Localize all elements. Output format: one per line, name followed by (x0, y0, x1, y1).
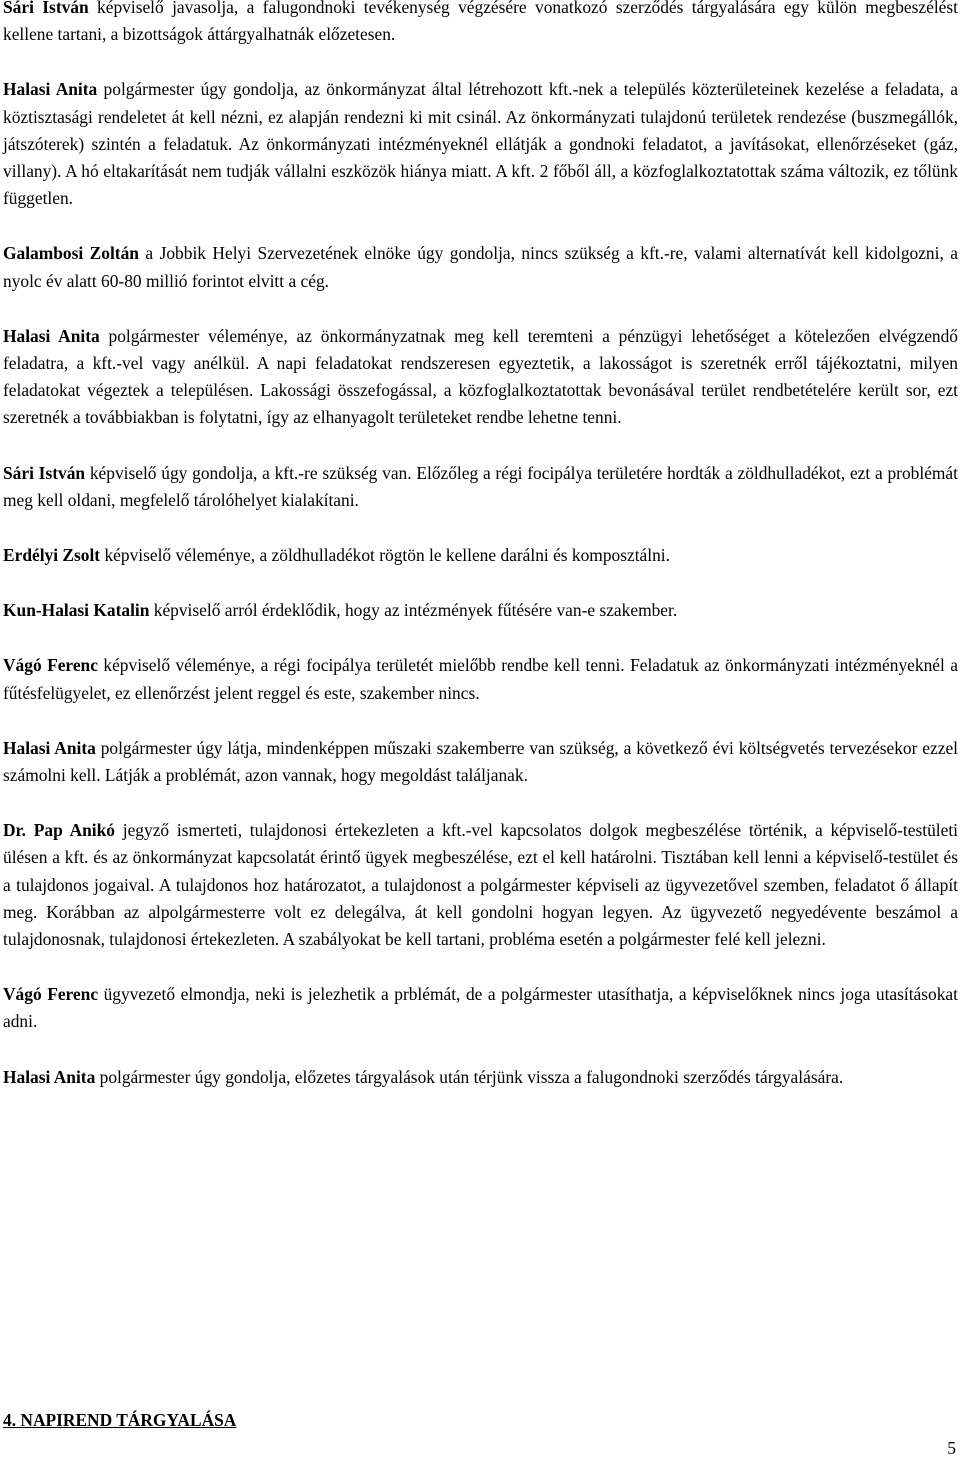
paragraph-text: polgármester úgy gondolja, előzetes tárgyalások után térjünk vissza a falugondnoki szerződés tárgyalására. (95, 1066, 844, 1087)
document-body (3, 0, 958, 1119)
paragraph-text: képviselő javasolja, a falugondnoki tevékenység végzésére vonatkozó szerződés tárgyalására egy külön megbeszélést kellene tartani, a bizottságok áttárgyalhatnák előzetesen. (3, 0, 958, 45)
paragraph-text: polgármester úgy gondolja, az önkormányzat által létrehozott kft.-nek a település közterületeinek kezelése a feladata, a köztisztasági rendeletet át kell nézni, ez alapján rendezni ki mit csinál. Az önkormányzati tulajdonú területek rendezése (buszmegállók, játszóterek) szintén a feladatuk. Az önkormányzati intézményeknél ellátják a gondnoki feladatot, a javításokat, ellenőrzéseket (gáz, villany). A hó eltakarítását nem tudják vállalni eszközök hiánya miatt. A kft. 2 főből áll, a közfoglalkoztatottak száma változik, ez tőlünk független. (3, 79, 958, 209)
speaker-name: Kun-Halasi Katalin (3, 600, 150, 621)
speaker-name: Galambosi Zoltán (3, 243, 139, 264)
paragraph (3, 652, 958, 706)
speaker-name: Vágó Ferenc (3, 655, 98, 676)
paragraph-text: jegyző ismerteti, tulajdonosi értekezleten a kft.-vel kapcsolatos dolgok megbeszélése történik, a képviselő-testületi ülésen a kft. és az önkormányzat kapcsolatát érintő ügyek megbeszélése, ezt el kell határolni. Tisztában kell lenni a képviselő-testület és a tulajdonos jogaival. A tulajdonos hoz határozatot, a tulajdonost a polgármester képviseli az ügyvezetővel szemben, feladatot ő állapít meg. Korábban az alpolgármesterre volt ez delegálva, át kell gondolni hogyan legyen. Az ügyvezető negyedévente beszámol a tulajdonosnak, tulajdonosi értekezleten. A szabályokat be kell tartani, probléma esetén a polgármester felé kell jelezni. (3, 820, 958, 950)
speaker-name: Erdélyi Zsolt (3, 545, 101, 566)
paragraph (3, 735, 958, 789)
speaker-name: Sári István (3, 462, 86, 483)
paragraph-text: polgármester véleménye, az önkormányzatnak meg kell teremteni a pénzügyi lehetőséget a kötelezően elvégzendő feladatra, a kft.-vel vagy anélkül. A napi feladatokat rendszeresen egyeztetik, a lakosságot is szeretnék erről tájékoztatni, milyen feladatokat végeztek a településen. Lakossági összefogással, a közfoglalkoztatottak bevonásával terület rendbetételére került sor, ezt szeretnék a továbbiakban is folytatni, így az elhanyagolt területeket rendbe lehetne tenni. (3, 325, 958, 428)
speaker-name: Sári István (3, 0, 89, 17)
paragraph (3, 0, 958, 48)
section-heading: 4. NAPIREND TÁRGYALÁSA (3, 1410, 237, 1430)
paragraph-text: képviselő véleménye, a régi focipálya területét mielőbb rendbe kell tenni. Feladatuk az önkormányzati intézményeknél a fűtésfelügyelet, ez ellenőrzést jelent reggel és este, szakember nincs. (3, 655, 958, 703)
paragraph (3, 76, 958, 212)
paragraph (3, 817, 958, 953)
paragraph-text: képviselő úgy gondolja, a kft.-re szükség van. Előzőleg a régi focipálya területére hordták a zöldhulladékot, ezt a problémát meg kell oldani, megfelelő tárolóhelyet kialakítani. (3, 462, 958, 510)
speaker-name: Vágó Ferenc (3, 984, 99, 1005)
paragraph (3, 1064, 958, 1091)
paragraph-text: ügyvezető elmondja, neki is jelezhetik a prblémát, de a polgármester utasíthatja, a képviselőknek nincs joga utasításokat adni. (3, 984, 958, 1032)
paragraph (3, 240, 958, 294)
speaker-name: Dr. Pap Anikó (3, 820, 115, 841)
paragraph-text: képviselő arról érdeklődik, hogy az intézmények fűtésére van-e szakember. (149, 600, 678, 621)
paragraph (3, 597, 958, 624)
paragraph (3, 542, 958, 569)
paragraph-text: képviselő véleménye, a zöldhulladékot rögtön le kellene darálni és komposztálni. (100, 545, 670, 566)
paragraph (3, 981, 958, 1035)
speaker-name: Halasi Anita (3, 737, 96, 758)
paragraph-text: a Jobbik Helyi Szervezetének elnöke úgy gondolja, nincs szükség a kft.-re, valami alternatívát kell kidolgozni, a nyolc év alatt 60-80 millió forintot elvitt a cég. (3, 243, 958, 291)
page-number: 5 (947, 1438, 956, 1458)
paragraph-text: polgármester úgy látja, mindenképpen műszaki szakemberre van szükség, a következő évi költségvetés tervezésekor ezzel számolni kell. Látják a problémát, azon vannak, hogy megoldást találjanak. (3, 737, 958, 786)
speaker-name: Halasi Anita (3, 79, 98, 100)
paragraph (3, 460, 958, 514)
speaker-name: Halasi Anita (3, 325, 100, 346)
paragraph (3, 323, 958, 432)
speaker-name: Halasi Anita (3, 1066, 96, 1087)
